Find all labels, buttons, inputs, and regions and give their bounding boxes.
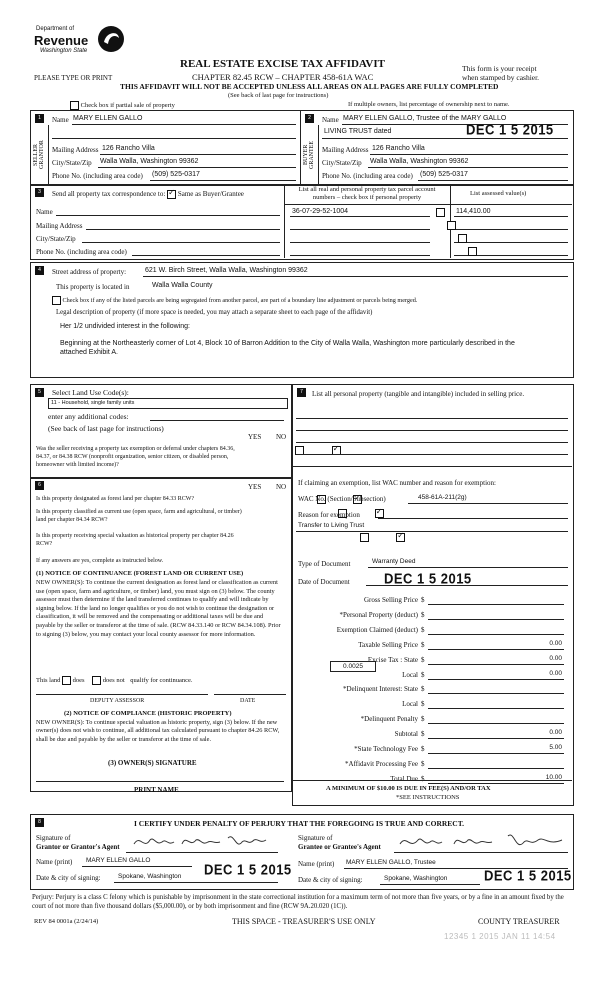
s6-yes-header: YES [248, 483, 262, 491]
this-land-label: This land [36, 676, 61, 684]
buyer-phone[interactable]: (509) 525-0317 [420, 171, 468, 178]
same-as-buyer-label: Same as Buyer/Grantee [177, 190, 244, 199]
fee-row-line [428, 738, 564, 739]
fee-row-line [428, 708, 564, 709]
legal-description-2[interactable]: Beginning at the Northeasterly corner of Lot 4, Block 10 of Barron Addition to the City of Walla Walla, Washington more particularly described in the attached Exhibit A. [60, 340, 515, 356]
seller-phone-label: Phone No. (including area code) [52, 172, 143, 180]
grantee-date-stamp: DEC 1 5 2015 [484, 867, 572, 884]
fee-row-line [428, 604, 564, 605]
date-label: DATE [240, 698, 256, 704]
grantee-name-print-label: Name (print) [298, 860, 335, 868]
revenue-logo [32, 26, 132, 60]
logo-revenue: Revenue [34, 33, 89, 48]
fee-row-line [428, 649, 564, 650]
buyer-name-label: Name [322, 116, 339, 124]
assessed-value[interactable]: 114,410.00 [456, 208, 491, 215]
fee-row-currency: $ [421, 700, 425, 709]
seller-city-label: City/State/Zip [52, 159, 92, 167]
section-5-number: 5 [35, 388, 44, 397]
fee-row-label: *Affidavit Processing Fee [345, 759, 418, 768]
fee-row-line [428, 634, 564, 635]
fee-row-line [428, 753, 564, 754]
fee-row-value[interactable]: 0.00 [549, 639, 562, 647]
fee-row-value[interactable]: 0.00 [549, 729, 562, 737]
form-title: REAL ESTATE EXCISE TAX AFFIDAVIT [180, 58, 385, 70]
section-7-number: 7 [297, 388, 306, 397]
parcel-personal-checkbox-1[interactable] [436, 208, 445, 217]
wac-label: WAC No. (Section/Subsection) [298, 495, 386, 503]
county[interactable]: Walla Walla County [152, 282, 213, 289]
fee-row-label: *Delinquent Penalty [360, 715, 418, 724]
buyer-mailing[interactable]: 126 Rancho Villa [372, 145, 425, 152]
fee-row-currency: $ [421, 759, 425, 768]
fee-row-line [428, 679, 564, 680]
perjury-statement: Perjury: Perjury is a class C felony which is punishable by imprisonment in the state correctional institution for a maximum term of not more than five years, or by a fine in an amount fixed by the court of not more than five thousand dollars ($5,000.00), or by both imprisonment and fine (RCW 9A.20.020 (1C)). [32, 894, 564, 910]
fee-row-label: Local [402, 670, 418, 679]
forest-question: Is this property designated as forest land per chapter 84.33 RCW? [36, 496, 195, 502]
fee-row-line [428, 619, 564, 620]
legal-label: Legal description of property (if more space is needed, you may attach a separate sheet to each page of the affidavit) [56, 309, 373, 316]
notice1-title: (1) NOTICE OF CONTINUANCE (FOREST LAND OR CURRENT USE) [36, 570, 244, 577]
fee-row-value[interactable]: 5.00 [549, 744, 562, 751]
fee-row-label: Exemption Claimed (deduct) [336, 625, 418, 634]
additional-codes-label: enter any additional codes: [48, 412, 129, 421]
send-correspondence [52, 190, 244, 199]
logo-state: Washington State [40, 48, 88, 54]
footer-treasurer-space: THIS SPACE - TREASURER'S USE ONLY [232, 917, 376, 926]
grantor-sig-of: Signature of [36, 834, 71, 842]
seller-name-label: Name [52, 116, 69, 124]
local-rate-value: 0.0025 [343, 663, 363, 670]
fee-row-line [428, 664, 564, 665]
land-does-not-checkbox[interactable] [92, 676, 101, 685]
buyer-phone-label: Phone No. (including area code) [322, 172, 413, 180]
fee-row-label: Taxable Selling Price [358, 640, 418, 649]
reason-label: Reason for exemption [298, 511, 360, 519]
this-land-row [36, 676, 193, 685]
street-label: Street address of property: [52, 268, 127, 276]
fee-row-currency: $ [421, 715, 425, 724]
grantor-agent-label: Grantor or Grantor's Agent [36, 843, 120, 851]
print-note: PLEASE TYPE OR PRINT [34, 74, 113, 82]
buyer-name[interactable]: MARY ELLEN GALLO, Trustee of the MARY GALLO [343, 115, 507, 122]
land-use-label: Select Land Use Code(s): [52, 388, 129, 397]
land-does-checkbox[interactable] [62, 676, 71, 685]
fee-row-label: Subtotal [394, 730, 418, 739]
doc-date-label: Date of Document [298, 578, 350, 586]
fee-row-value[interactable]: 0.00 [549, 669, 562, 677]
grantee-name-print[interactable]: MARY ELLEN GALLO, Trustee [346, 859, 436, 866]
section-4-frame [30, 262, 574, 378]
grantee-city[interactable]: Spokane, Washington [384, 875, 448, 882]
historic-question: Is this property receiving special valuation as historical property per chapter 84.26 RCW? [36, 533, 234, 547]
s3-phone-label: Phone No. (including area code) [36, 248, 127, 256]
fee-row-label: Total Due [390, 774, 418, 783]
current-use-question: Is this property classified as current use (open space, farm and agricultural, or timber) land per chapter 84.34 RCW? [36, 509, 242, 523]
section-8-number: 8 [35, 818, 44, 827]
minimum-due-note: A MINIMUM OF $10.00 IS DUE IN FEE(S) AND/OR TAX [326, 785, 491, 792]
exemption-claim-label: If claiming an exemption, list WAC number and reason for exemption: [298, 479, 496, 487]
fee-row-label: Gross Selling Price [363, 596, 418, 604]
grantor-date-stamp: DEC 1 5 2015 [204, 861, 292, 878]
qualify-label: qualify for continuance. [130, 676, 193, 684]
fee-row-line [428, 768, 564, 769]
segregated-checkbox[interactable] [52, 296, 61, 305]
deputy-assessor-label: DEPUTY ASSESSOR [90, 698, 145, 704]
land-use-value: 11 - Household, single family units [51, 400, 135, 406]
doc-type-label: Type of Document [298, 560, 351, 568]
fee-row-label: *Personal Property (deduct) [339, 610, 418, 619]
form-subtitle: CHAPTER 82.45 RCW – CHAPTER 458-61A WAC [192, 72, 374, 82]
street-address[interactable]: 621 W. Birch Street, Walla Walla, Washington 99362 [145, 267, 308, 274]
same-as-buyer-checkbox[interactable] [167, 190, 176, 199]
fee-row-label: *State Technology Fee [354, 745, 418, 753]
form-warning: THIS AFFIDAVIT WILL NOT BE ACCEPTED UNLESS ALL AREAS ON ALL PAGES ARE FULLY COMPLETED [120, 82, 499, 91]
notice2-body: NEW OWNER(S): To continue special valuation as historic property, sign (3) below. If the new owner(s) does not wish to continue, all additional tax calculated pursuant to chapter 84.26 RCW, shall be due and payable by the seller or transferor at the time of sale. [36, 719, 280, 743]
multiple-owners-note: If multiple owners, list percentage of ownership next to name. [348, 101, 510, 108]
print-name-label: PRINT NAME [134, 786, 179, 794]
seller-city[interactable]: Walla Walla, Washington 99362 [100, 158, 199, 165]
notice2-title: (2) NOTICE OF COMPLIANCE (HISTORIC PROPERTY) [64, 710, 232, 717]
form-see-back: (See back of last page for instructions) [228, 92, 329, 99]
if-yes-note: If any answers are yes, complete as instructed below. [36, 558, 164, 564]
does-not-label: does not [102, 676, 125, 684]
reason-value[interactable]: Transfer to Living Trust [298, 522, 365, 529]
buyer-mailing-label: Mailing Address [322, 146, 369, 154]
doc-type[interactable]: Warranty Deed [372, 558, 416, 565]
fee-row-currency: $ [421, 745, 425, 753]
fee-row-label: Excise Tax : State [367, 655, 418, 664]
fee-row-currency: $ [421, 625, 425, 634]
parcel-personal-checkbox-2[interactable] [447, 221, 456, 230]
buyer-date-stamp: DEC 1 5 2015 [466, 121, 554, 138]
section-2-number: 2 [305, 114, 314, 123]
fee-row-currency: $ [421, 596, 425, 604]
section-3-number: 3 [35, 188, 44, 197]
fee-row-currency: $ [421, 774, 425, 783]
fee-row-line [428, 723, 564, 724]
parcel-number[interactable]: 36-07-29-52-1004 [292, 208, 349, 215]
grantee-signature [396, 830, 568, 854]
s3-city-label: City/State/Zip [36, 235, 76, 243]
seller-side-label: SELLER GRANTOR [33, 140, 45, 170]
s5-yes-header: YES [248, 433, 262, 441]
personal-property-label: List all personal property (tangible and intangible) included in selling price. [312, 390, 525, 398]
fee-row-currency: $ [421, 730, 425, 739]
grantor-date-city-label: Date & city of signing: [36, 874, 101, 882]
section-7-frame [292, 384, 574, 806]
s5-no-header: NO [276, 433, 287, 441]
exemption-question: Was the seller receiving a property tax exemption or deferral under chapters 84.36, 84.37, or 84.38 RCW (nonprofit organization, senior citizen, or disabled person, homeowner with limited income)? [36, 446, 235, 468]
fee-row-currency: $ [421, 610, 425, 619]
grantor-signature [130, 830, 270, 852]
buyer-city[interactable]: Walla Walla, Washington 99362 [370, 158, 469, 165]
owner-signature-label: (3) OWNER(S) SIGNATURE [108, 759, 197, 767]
grantor-name-print-label: Name (print) [36, 858, 73, 866]
partial-sale [70, 101, 175, 110]
notice1-body: NEW OWNER(S): To continue the current designation as forest land or classification as current use (open space, farm and agriculture, or timber) land, you must sign on (3) below. The county assessor must then determine if the land transferred continues to qualify and will indicate by signing below. If the land no longer qualifies or you do not wish to continue the designation or classification, it will be removed and the compensating or additional taxes will be due and payable by the seller or transferor at the time of sale. (RCW 84.33.140 or RCW 84.34.108). Prior to signing (3) below, you may contact your local county assessor for more information. [36, 579, 281, 638]
footer-county-treasurer: COUNTY TREASURER [478, 917, 560, 926]
parcel-personal-checkbox-4[interactable] [468, 247, 477, 256]
seller-mailing-label: Mailing Address [52, 146, 99, 154]
grantee-date-city-label: Date & city of signing: [298, 876, 363, 884]
revenue-swirl-icon [96, 24, 126, 54]
section-6-number: 6 [35, 481, 44, 490]
fee-row-line [428, 783, 564, 784]
fee-row-label: *Delinquent Interest: State [342, 685, 418, 694]
parcel-header: List all real and personal property tax parcel account numbers – check box if personal property [298, 186, 436, 201]
land-use-select[interactable] [48, 398, 288, 409]
buyer-side-label: BUYER GRANTEE [303, 141, 315, 169]
fee-row-value[interactable]: 10.00 [545, 773, 562, 781]
parcel-personal-checkbox-3[interactable] [458, 234, 467, 243]
receipt-line1: This form is your receipt [462, 64, 537, 73]
fee-row-currency: $ [421, 655, 425, 664]
seller-mailing[interactable]: 126 Rancho Villa [102, 145, 155, 152]
assessed-header: List assessed value(s) [470, 190, 527, 197]
grantee-sig-of: Signature of [298, 834, 333, 842]
legal-description-1[interactable]: Her 1/2 undivided interest in the following: [60, 323, 190, 330]
buyer-name-line2[interactable]: LIVING TRUST dated [324, 128, 392, 135]
s3-name-label: Name [36, 208, 53, 216]
s3-mailing-label: Mailing Address [36, 222, 83, 230]
fee-row-currency: $ [421, 640, 425, 649]
seller-name[interactable]: MARY ELLEN GALLO [73, 115, 143, 122]
send-correspondence-label: Send all property tax correspondence to: [52, 190, 166, 199]
segregated-label: Check box if any of the listed parcels are being segregated from another parcel, are part of a boundary line adjustment or parcels being merged. [62, 296, 418, 304]
local-rate-box[interactable] [330, 661, 376, 672]
receipt-line2: when stamped by cashier. [462, 73, 540, 82]
partial-sale-checkbox[interactable] [70, 101, 79, 110]
logo-dept: Department of [36, 26, 75, 32]
section-4-number: 4 [35, 266, 44, 275]
wac-number[interactable]: 458-61A-211(2g) [418, 494, 467, 501]
fee-row-currency: $ [421, 670, 425, 679]
buyer-city-label: City/State/Zip [322, 159, 362, 167]
doc-date-stamp: DEC 1 5 2015 [384, 570, 472, 587]
certify-statement: I CERTIFY UNDER PENALTY OF PERJURY THAT THE FOREGOING IS TRUE AND CORRECT. [134, 819, 465, 828]
seller-phone[interactable]: (509) 525-0317 [152, 171, 200, 178]
section-1-number: 1 [35, 114, 44, 123]
grantor-city[interactable]: Spokane, Washington [118, 873, 182, 880]
fee-row-currency: $ [421, 685, 425, 694]
located-label: This property is located in [56, 283, 130, 291]
land-use-see-back: (See back of last page for instructions) [48, 424, 164, 433]
fee-row-value[interactable]: 0.00 [549, 654, 562, 662]
see-instructions-note: *SEE INSTRUCTIONS [396, 794, 460, 801]
grantor-name-print[interactable]: MARY ELLEN GALLO [86, 857, 151, 864]
fee-row-label: Local [402, 700, 418, 709]
footer-receipt-number: 12345 1 2015 JAN 11 14:54 [444, 932, 556, 941]
grantee-agent-label: Grantee or Grantee's Agent [298, 843, 381, 851]
partial-sale-label: Check box if partial sale of property [80, 101, 175, 109]
s6-no-header: NO [276, 483, 287, 491]
does-label: does [72, 676, 85, 684]
footer-rev: REV 84 0001a (2/24/14) [34, 918, 99, 925]
segregated-row [52, 296, 417, 305]
fee-row-line [428, 693, 564, 694]
